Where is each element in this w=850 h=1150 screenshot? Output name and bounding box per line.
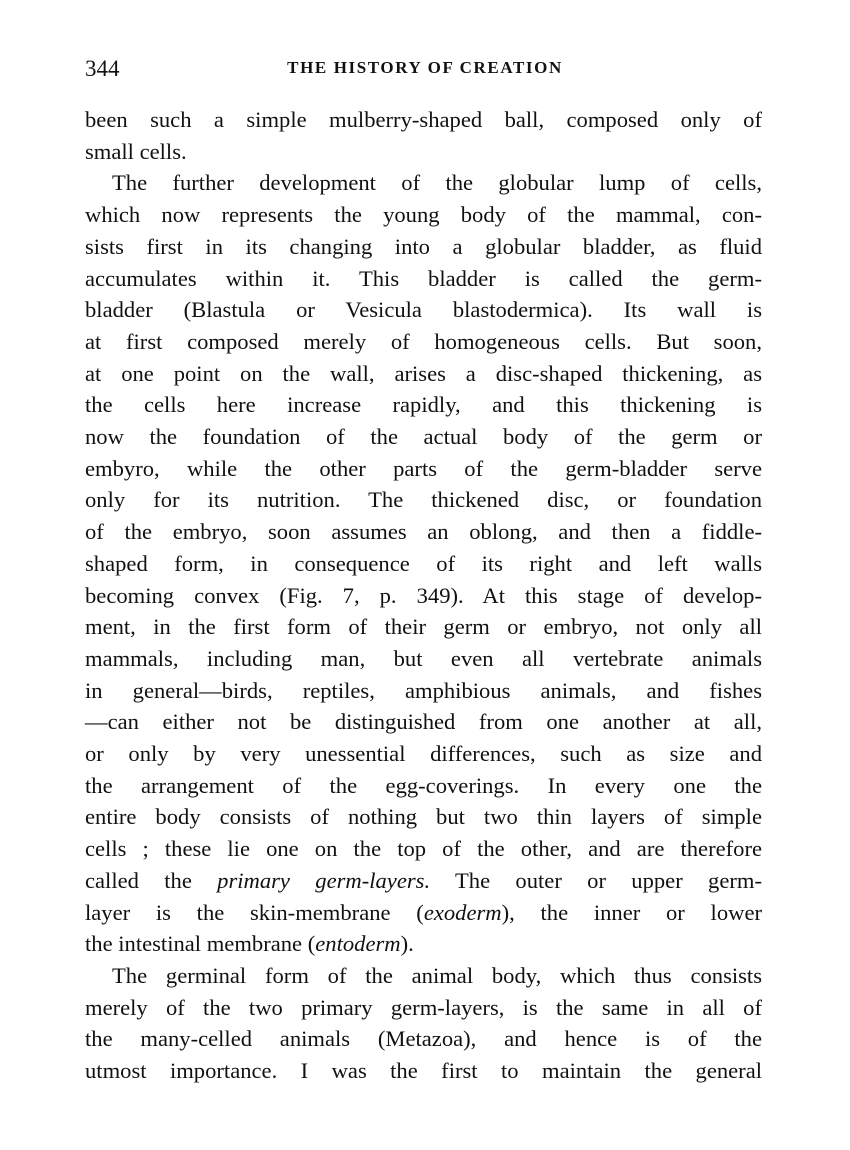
text-line: bladder (Blastula or Vesicula blastodermica). Its wall is <box>85 297 762 323</box>
text-line: only for its nutrition. The thickened disc, or foundation <box>85 487 762 513</box>
text-line: in general—birds, reptiles, amphibious animals, and fishes <box>85 677 762 703</box>
text-line: now the foundation of the actual body of the germ or <box>85 424 762 450</box>
text-run: layer is the skin-membrane ( <box>85 899 424 925</box>
text-line: been such a simple mulberry-shaped ball, composed only of <box>85 107 762 132</box>
paragraph-1 <box>85 104 762 167</box>
text-line: which now represents the young body of the mammal, con- <box>85 202 762 228</box>
body-text <box>85 104 762 1087</box>
paragraph-3 <box>85 960 762 1087</box>
text-line: the many-celled animals (Metazoa), and hence is of the <box>85 1026 762 1052</box>
page-number: 344 <box>85 56 120 81</box>
text-run: the intestinal membrane ( <box>85 931 316 957</box>
text-run: ). <box>400 931 414 957</box>
text-line: accumulates within it. This bladder is called the germ- <box>85 265 762 291</box>
text-line: at first composed merely of homogeneous cells. But soon, <box>85 328 762 354</box>
text-line: at one point on the wall, arises a disc-shaped thickening, as <box>85 360 762 386</box>
text-line: small cells. <box>85 138 187 164</box>
text-line: the arrangement of the egg-coverings. In every one the <box>85 772 762 798</box>
text-line: entire body consists of nothing but two thin layers of simple <box>85 804 762 830</box>
text-line: or only by very unessential differences, such as size and <box>85 741 762 767</box>
text-line: cells ; these lie one on the top of the other, and are therefore <box>85 836 762 862</box>
italic-term-primary-germ-layers: primary germ-layers. <box>217 867 431 893</box>
text-line: The germinal form of the animal body, which thus consists <box>112 962 762 988</box>
text-line: ment, in the first form of their germ or embryo, not only all <box>85 614 762 640</box>
page-header <box>85 56 765 86</box>
text-line: sists first in its changing into a globular bladder, as fluid <box>85 233 762 259</box>
text-line: of the embryo, soon assumes an oblong, and then a fiddle- <box>85 519 762 545</box>
italic-term-entoderm: entoderm <box>315 931 401 957</box>
paragraph-2 <box>85 167 762 960</box>
text-line: merely of the two primary germ-layers, is the same in all of <box>85 994 762 1020</box>
text-line: the cells here increase rapidly, and this thickening is <box>85 392 762 418</box>
text-line: becoming convex (Fig. 7, p. 349). At this stage of develop- <box>85 582 762 608</box>
text-line: mammals, including man, but even all vertebrate animals <box>85 645 762 671</box>
running-title: THE HISTORY OF CREATION <box>287 58 563 77</box>
text-line <box>85 928 762 960</box>
text-line: utmost importance. I was the first to maintain the general <box>85 1058 762 1084</box>
text-line <box>85 897 762 929</box>
text-line: shaped form, in consequence of its right and left walls <box>85 550 762 576</box>
text-line: The further development of the globular lump of cells, <box>112 170 762 196</box>
italic-term-exoderm: exoderm <box>423 899 502 925</box>
text-line <box>85 865 762 897</box>
text-run: The outer or upper germ- <box>430 867 762 893</box>
text-line: embyro, while the other parts of the germ-bladder serve <box>85 455 762 481</box>
text-run: called the <box>85 867 218 893</box>
text-run: ), the inner or lower <box>501 899 762 925</box>
text-line: —can either not be distinguished from one another at all, <box>85 709 762 735</box>
